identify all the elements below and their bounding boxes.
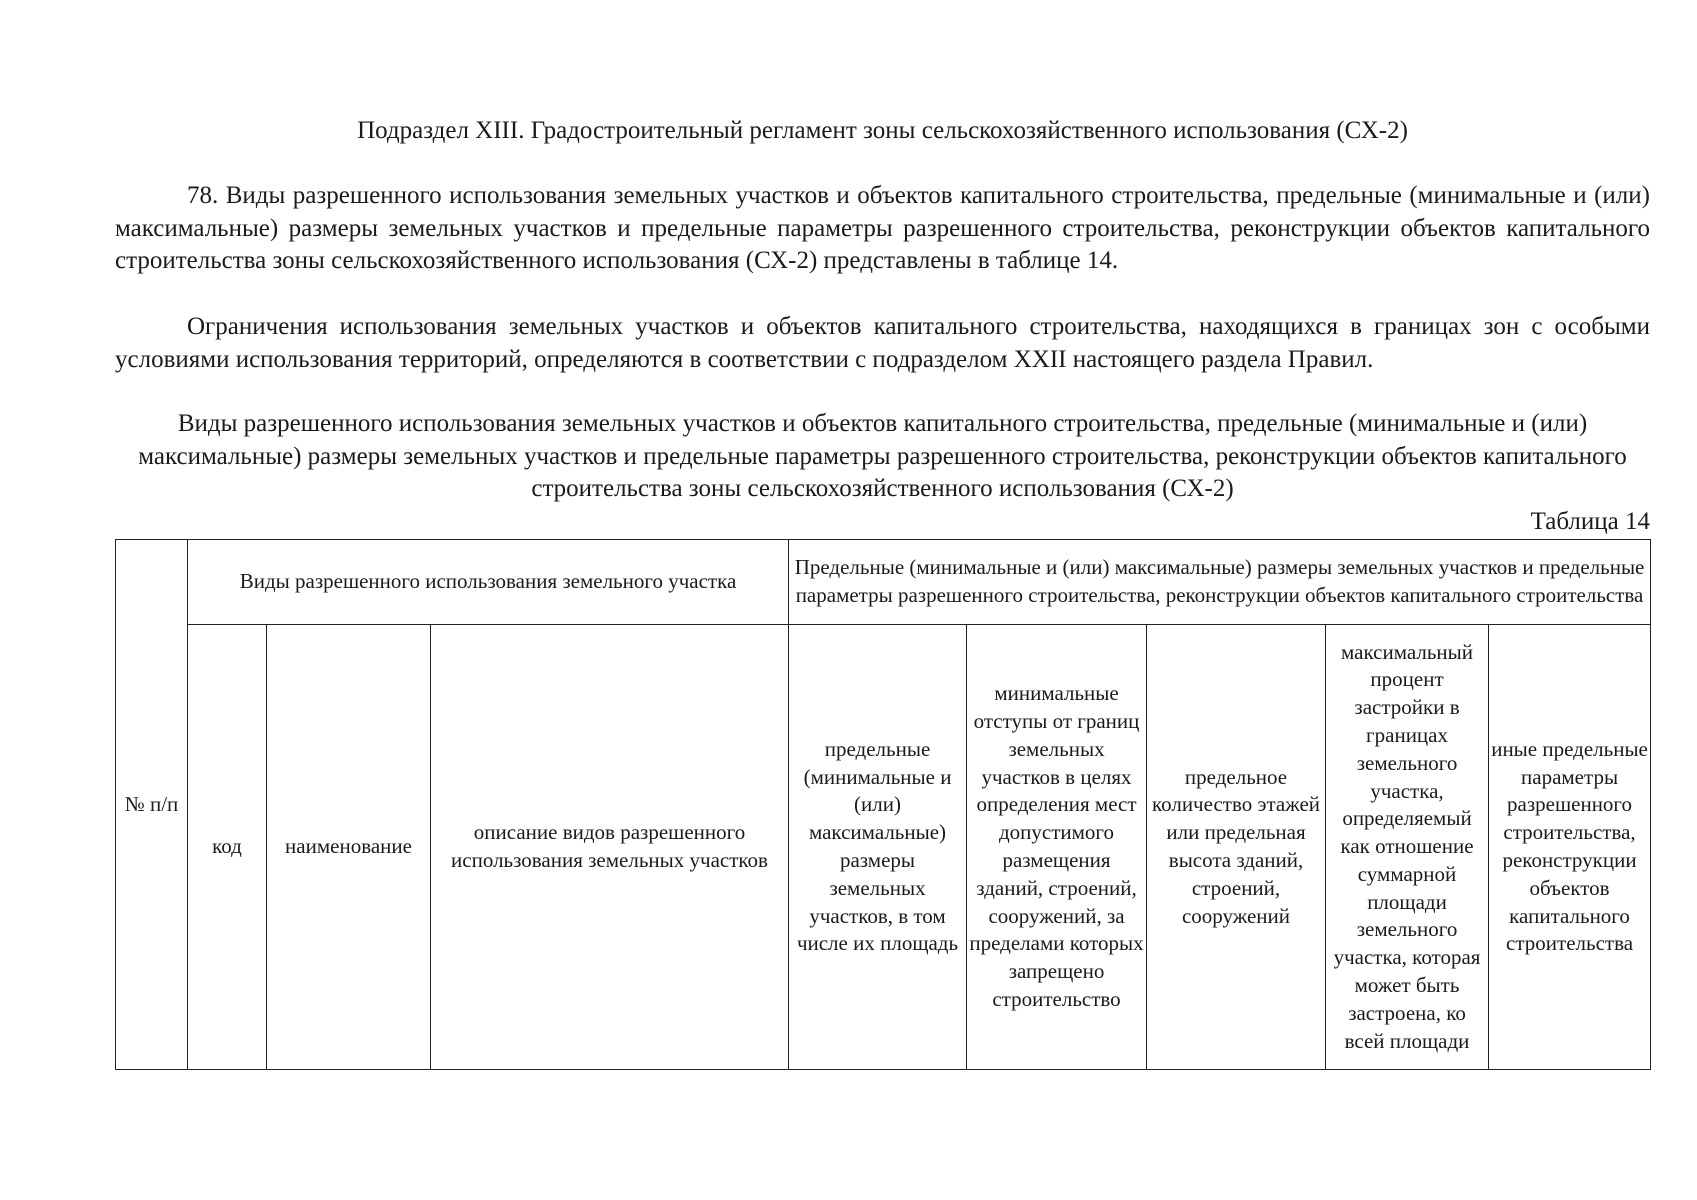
header-permitted-uses: Виды разрешенного использования земельного участка <box>188 540 789 625</box>
regulation-table <box>115 539 1651 1070</box>
subsection-title: Подраздел XIII. Градостроительный регламент зоны сельскохозяйственного использования (СХ-2) <box>357 117 1408 144</box>
header-floors: предельное количество этажей или предельная высота зданий, строений, сооружений <box>1147 625 1326 1070</box>
header-coverage: максимальный процент застройки в границах земельного участка, определяемый как отношение суммарной площади земельного участка, которая может быть застроена, ко всей площади <box>1326 625 1489 1070</box>
paragraph-restrictions: Ограничения использования земельных участков и объектов капитального строительства, находящихся в границах зон с особыми условиями использования территорий, определяются в соответствии с подразделом XXII настоящего раздела Правил. <box>115 313 1650 373</box>
header-description: описание видов разрешенного использования земельных участков <box>431 625 789 1070</box>
table-header-row-2 <box>116 625 1651 1070</box>
header-code: код <box>188 625 267 1070</box>
header-plot-size: предельные (минимальные и (или) максимальные) размеры земельных участков, в том числе их площадь <box>789 625 967 1070</box>
table-header-row-1 <box>116 540 1651 625</box>
header-name: наименование <box>267 625 431 1070</box>
table-caption: Виды разрешенного использования земельных участков и объектов капитального строительства, предельные (минимальные и (или) максимальные) размеры земельных участков и предельные параметры разрешенного строительства, реконструкции объектов капитального строительства зоны сельскохозяйственного использования (СХ-2) <box>138 410 1627 502</box>
table-number: Таблица 14 <box>1530 508 1650 535</box>
paragraph-78: 78. Виды разрешенного использования земельных участков и объектов капитального строительства, предельные (минимальные и (или) максимальные) размеры земельных участков и предельные параметры разрешенного строительства, реконструкции объектов капитального строительства зоны сельскохозяйственного использования (СХ-2) представлены в таблице 14. <box>115 182 1650 274</box>
header-limits: Предельные (минимальные и (или) максимальные) размеры земельных участков и предельные параметры разрешенного строительства, реконструкции объектов капитального строительства <box>789 540 1651 625</box>
header-number: № п/п <box>116 540 188 1070</box>
header-setbacks: минимальные отступы от границ земельных участков в целях определения мест допустимого размещения зданий, строений, сооружений, за пределами которых запрещено строительство <box>967 625 1147 1070</box>
header-other: иные предельные параметры разрешенного строительства, реконструкции объектов капитального строительства <box>1489 625 1651 1070</box>
